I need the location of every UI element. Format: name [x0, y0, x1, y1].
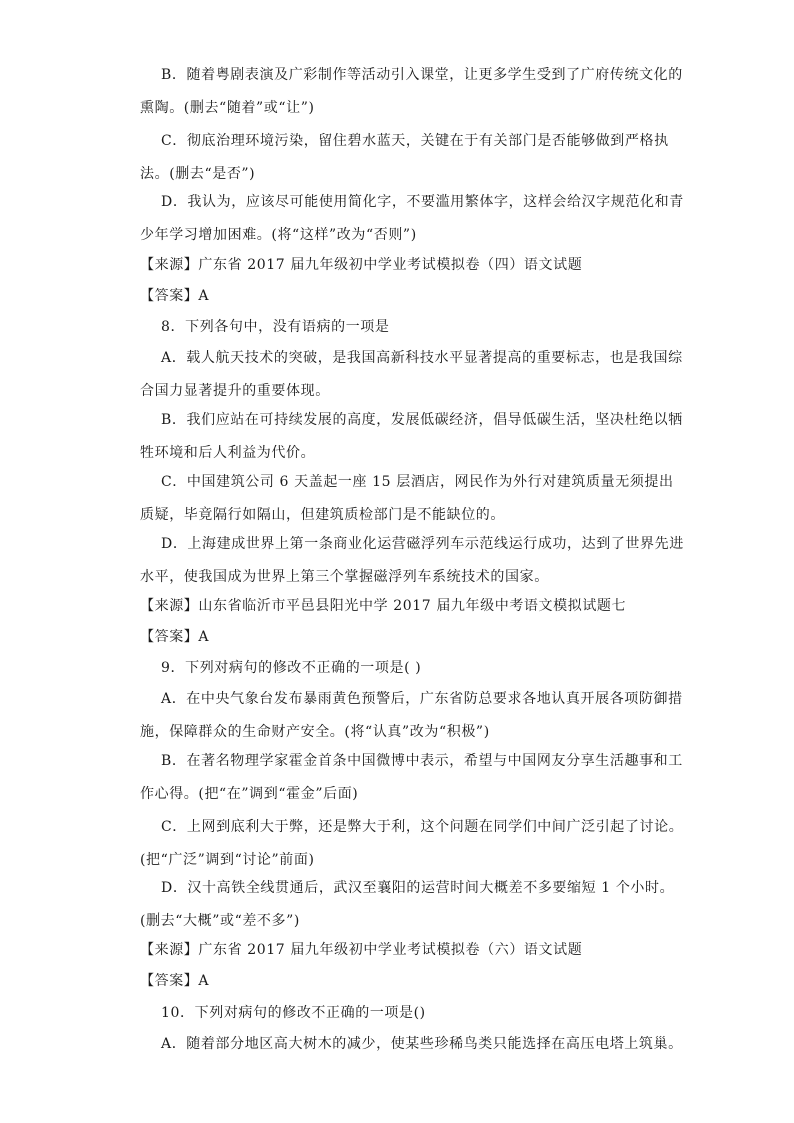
- option-c-q8: C．中国建筑公司 6 天盖起一座 15 层酒店，网民作为外行对建筑质量无须提出质疑，毕竟隔行如隔山，但建筑质检部门是不能缺位的。: [140, 474, 674, 523]
- answer-q8: 【答案】A: [140, 629, 210, 645]
- option-b-q9: B．在著名物理学家霍金首条中国微博中表示，希望与中国网友分享生活趣事和工作心得。(把“在”调到“霍金”后面): [140, 753, 683, 802]
- source-q7: 【来源】广东省 2017 届九年级初中学业考试模拟卷（四）语文试题: [140, 257, 583, 273]
- option-d-q7: D．我认为，应该尽可能使用简化字，不要滥用繁体字，这样会给汉字规范化和青少年学习增加困难。(将“这样”改为“否则”): [140, 194, 684, 243]
- option-c-q7: C．彻底治理环境污染，留住碧水蓝天，关键在于有关部门是否能够做到严格执法。(删去“是否”): [140, 133, 669, 182]
- option-d-q9: D．汉十高铁全线贯通后，武汉至襄阳的运营时间大概差不多要缩短 1 个小时。(删去“大概”或“差不多”): [140, 880, 675, 929]
- source-q8: 【来源】山东省临沂市平邑县阳光中学 2017 届九年级中考语文模拟试题七: [140, 598, 627, 614]
- answer-q7: 【答案】A: [140, 288, 210, 304]
- option-b-q7: B．随着粤剧表演及广彩制作等活动引入课堂，让更多学生受到了广府传统文化的熏陶。(删去“随着”或“让”): [140, 67, 683, 116]
- question-9: 9．下列对病句的修改不正确的一项是( ): [161, 660, 422, 676]
- option-a-q10: A．随着部分地区高大树木的减少，使某些珍稀鸟类只能选择在高压电塔上筑巢。: [161, 1036, 683, 1052]
- question-10: 10．下列对病句的修改不正确的一项是(): [161, 1005, 426, 1021]
- question-8: 8．下列各句中，没有语病的一项是: [161, 319, 390, 335]
- option-c-q9: C．上网到底利大于弊，还是弊大于利，这个问题在同学们中间广泛引起了讨论。(把“广泛”调到“讨论”前面): [140, 819, 684, 868]
- option-a-q8: A．载人航天技术的突破，是我国高新科技水平显著提高的重要标志，也是我国综合国力显著提升的重要体现。: [140, 350, 683, 399]
- source-q9: 【来源】广东省 2017 届九年级初中学业考试模拟卷（六）语文试题: [140, 942, 583, 958]
- option-a-q9: A．在中央气象台发布暴雨黄色预警后，广东省防总要求各地认真开展各项防御措施，保障群众的生命财产安全。(将“认真”改为“积极”): [140, 691, 683, 740]
- option-b-q8: B．我们应站在可持续发展的高度，发展低碳经济，倡导低碳生活，坚决杜绝以牺牲环境和后人利益为代价。: [140, 412, 683, 461]
- answer-q9: 【答案】A: [140, 973, 210, 989]
- option-d-q8: D．上海建成世界上第一条商业化运营磁浮列车示范线运行成功，达到了世界先进水平，使我国成为世界上第三个掌握磁浮列车系统技术的国家。: [140, 536, 684, 585]
